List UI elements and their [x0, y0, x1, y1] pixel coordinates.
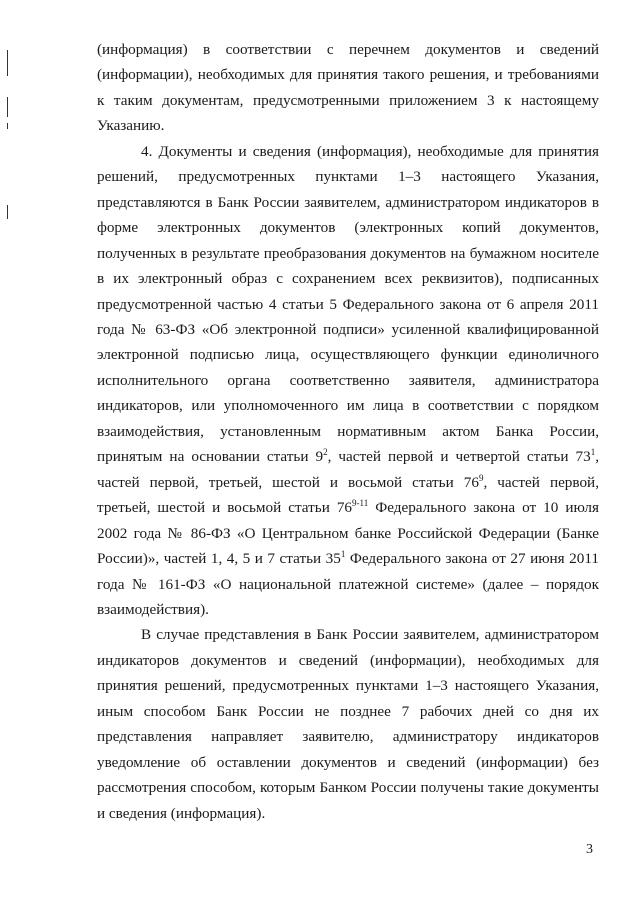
- paragraph-item-4: [97, 139, 599, 623]
- paragraph-other-method: В случае представления в Банк России заявителем, администратором индикаторов документов и сведений (информации), необходимых для принятия решений, предусмотренных пунктами 1–3 настоящего Указания, иным способом Банк России не позднее 7 рабочих дней со дня их представления направляет заявителю, администратору индикаторов уведомление об оставлении документов и сведений (информации) без рассмотрения способом, которым Банком России получены такие документы и сведения (информация).: [97, 626, 599, 822]
- margin-mark: [7, 50, 8, 76]
- superscript: 1: [340, 549, 346, 560]
- superscript: 9: [478, 472, 484, 483]
- paragraph-text: Федерального закона от 10 июля 2002 года № 86-ФЗ «О Центральном банке Российской Федерации (Банке России)», частей 1, 4, 5 и 7 статьи 35: [97, 499, 599, 568]
- paragraph-text: Федерального закона от 27 июня 2011 года № 161-ФЗ «О национальной платежной системе» (далее – порядок взаимодействия).: [97, 550, 599, 618]
- paragraph-text: , частей первой, третьей, шестой и восьмой статьи 76: [97, 473, 599, 517]
- superscript: 1: [590, 447, 596, 458]
- margin-mark: [7, 97, 8, 117]
- margin-mark: [7, 123, 8, 129]
- paragraph-text: , частей первой, третьей, шестой и восьмой статьи 76: [97, 448, 599, 491]
- paragraph-continuation: (информация) в соответствии с перечнем документов и сведений (информации), необходимых для принятия такого решения, и требованиями к таким документам, предусмотренными приложением 3 к настоящему Указанию.: [97, 41, 599, 135]
- page-number: 3: [586, 842, 593, 857]
- document-body: [97, 37, 599, 826]
- superscript: 2: [323, 447, 328, 458]
- margin-mark: [7, 205, 8, 219]
- paragraph-text: 4. Документы и сведения (информация), необходимые для принятия решений, предусмотренных пунктами 1–3 настоящего Указания, представляются в Банк России заявителем, администратором индикаторов в форме электронных документов (электронных копий документов, полученных в результате преобразования документов на бумажном носителе в их электронный образ с сохранением всех реквизитов), подписанных предусмотренной частью 4 статьи 5 Федерального закона от 6 апреля 2011 года № 63-ФЗ «Об электронной подписи» усиленной квалифицированной электронной подписью лица, осуществляющего функции единоличного исполнительного органа соответственно заявителя, администратора индикаторов, или уполномоченного им лица в соответствии с порядком взаимодействия, установленным нормативным актом Банка России, принятым на основании статьи 9: [97, 142, 599, 466]
- paragraph-text: , частей первой и четвертой статьи 73: [327, 448, 591, 466]
- superscript: 9-11: [352, 498, 369, 509]
